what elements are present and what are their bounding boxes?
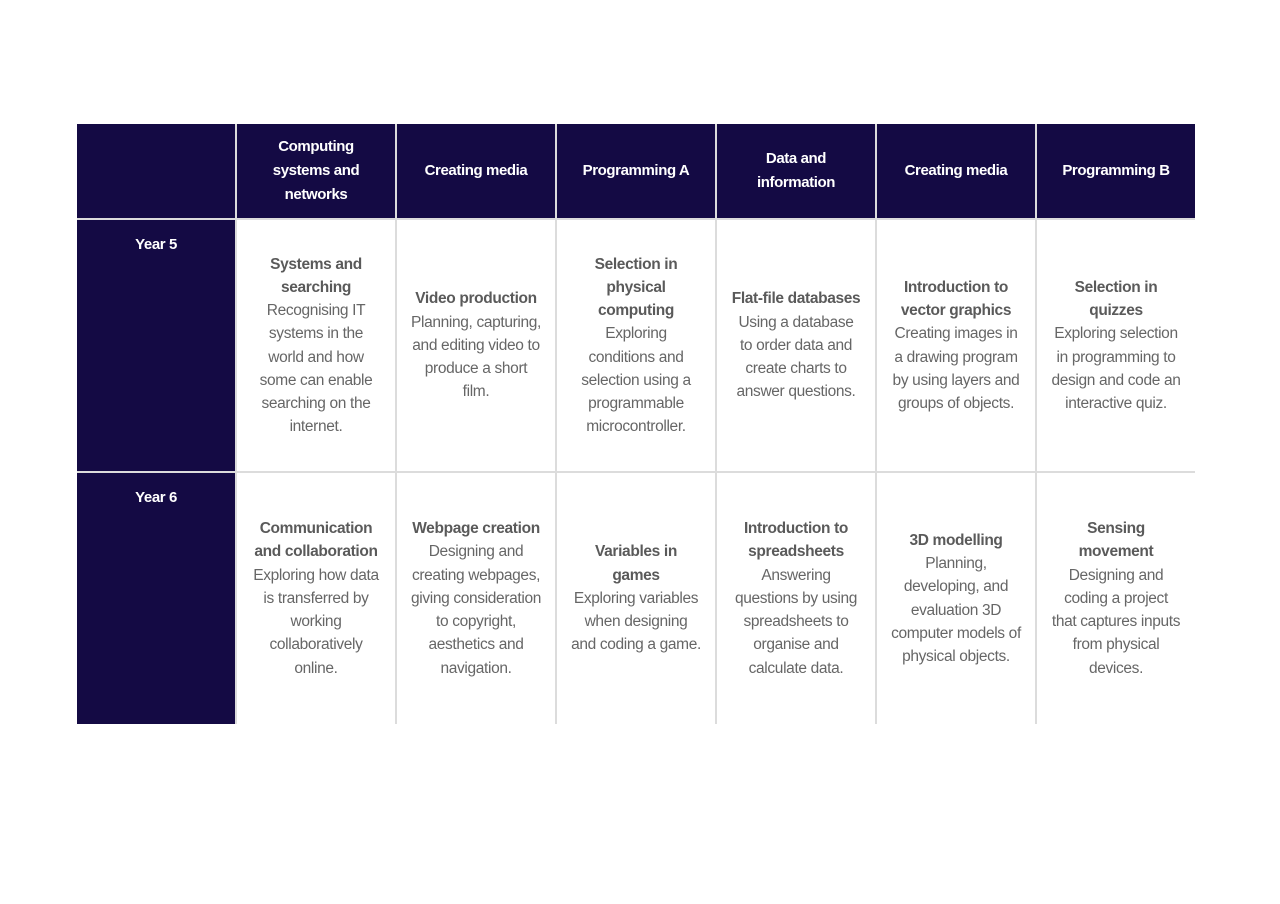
column-header: Programming A xyxy=(557,124,715,218)
row-header-year-5: Year 5 xyxy=(77,220,235,471)
row-header-year-6: Year 6 xyxy=(77,473,235,724)
column-header: Data and information xyxy=(717,124,875,218)
unit-title: 3D modelling xyxy=(909,531,1003,549)
column-header: Computing systems and networks xyxy=(237,124,395,218)
unit-cell xyxy=(1037,220,1195,471)
unit-cell xyxy=(717,220,875,471)
unit-description: Exploring how data is transferred by working collaboratively online. xyxy=(253,566,379,677)
unit-title: Webpage creation xyxy=(412,520,540,538)
unit-cell xyxy=(877,220,1035,471)
unit-description: Exploring variables when designing and coding a game. xyxy=(571,589,701,654)
unit-cell xyxy=(237,473,395,724)
curriculum-table xyxy=(77,124,1195,724)
unit-cell xyxy=(877,473,1035,724)
unit-title: Communication and collaboration xyxy=(254,520,378,561)
unit-cell xyxy=(557,473,715,724)
unit-description: Planning, capturing, and editing video to produce a short film. xyxy=(411,313,542,401)
unit-description: Recognising IT systems in the world and how some can enable searching on the internet. xyxy=(259,302,373,436)
unit-description: Exploring selection in programming to design and code an interactive quiz. xyxy=(1051,325,1181,412)
unit-description: Exploring conditions and selection using a programmable microcontroller. xyxy=(581,325,691,436)
unit-title: Sensing movement xyxy=(1078,520,1154,561)
unit-cell xyxy=(397,220,555,471)
unit-description: Designing and coding a project that captures inputs from physical devices. xyxy=(1051,566,1181,677)
unit-description: Answering questions by using spreadsheets to organise and calculate data. xyxy=(734,566,858,677)
column-header: Programming B xyxy=(1037,124,1195,218)
unit-description: Creating images in a drawing program by using layers and groups of objects. xyxy=(892,325,1020,412)
unit-cell xyxy=(717,473,875,724)
unit-title: Flat-file databases xyxy=(731,290,861,308)
column-header: Creating media xyxy=(397,124,555,218)
unit-title: Video production xyxy=(415,290,537,308)
unit-cell xyxy=(237,220,395,471)
unit-cell xyxy=(397,473,555,724)
unit-title: Variables in games xyxy=(595,543,677,584)
unit-title: Systems and searching xyxy=(270,255,362,296)
unit-title: Selection in quizzes xyxy=(1074,278,1158,320)
unit-cell xyxy=(1037,473,1195,724)
unit-description: Designing and creating webpages, giving consideration to copyright, aesthetics and navigation. xyxy=(411,543,542,677)
unit-description: Planning, developing, and evaluation 3D computer models of physical objects. xyxy=(891,555,1021,665)
unit-title: Selection in physical computing xyxy=(594,255,678,320)
unit-cell xyxy=(557,220,715,471)
unit-title: Introduction to spreadsheets xyxy=(743,520,849,561)
table-corner xyxy=(77,124,235,218)
column-header: Creating media xyxy=(877,124,1035,218)
unit-description: Using a database to order data and create charts to answer questions. xyxy=(736,313,856,401)
unit-title: Introduction to vector graphics xyxy=(900,278,1012,320)
